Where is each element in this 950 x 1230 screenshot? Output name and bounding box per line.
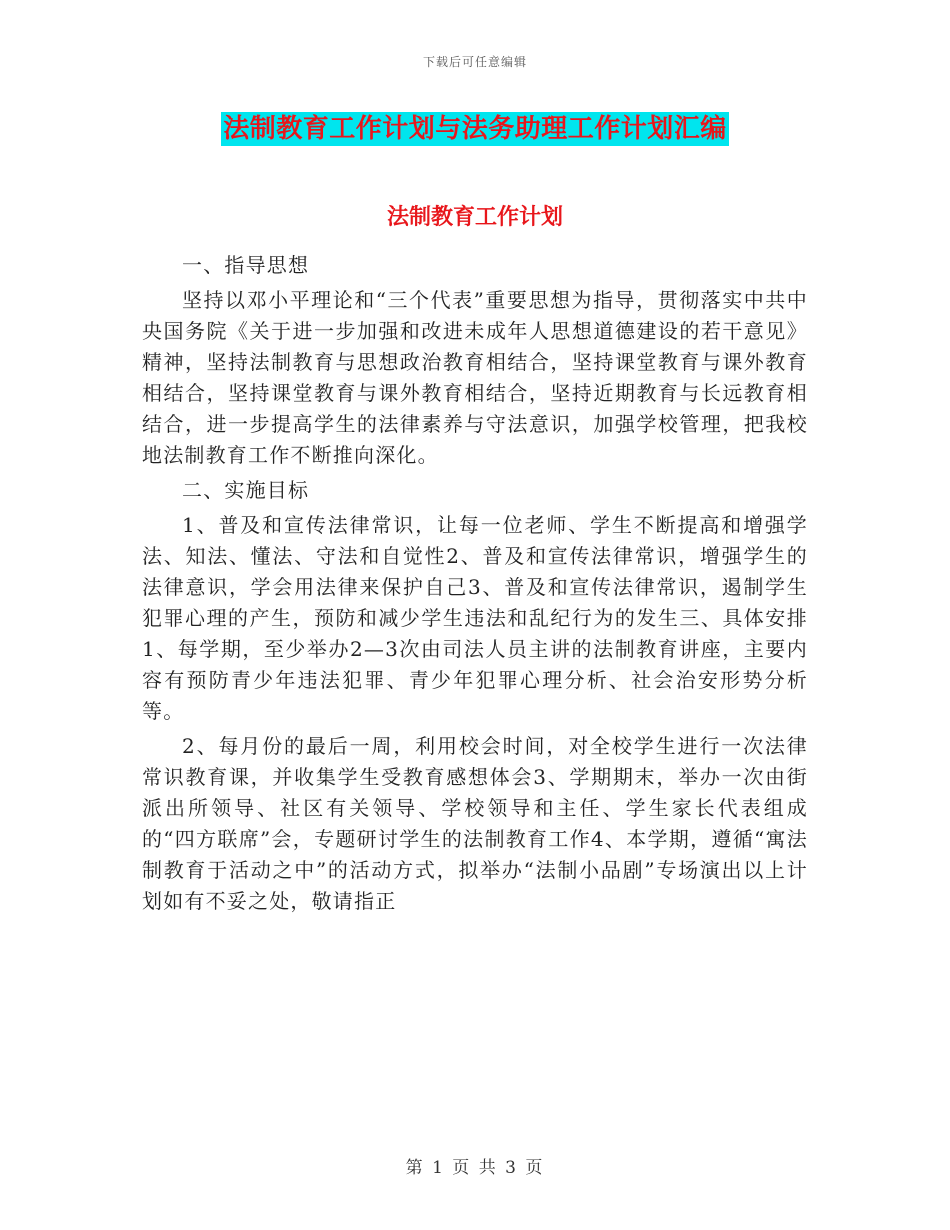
heading-guiding-ideology: 一、指导思想: [182, 253, 310, 277]
paragraph-goals-and-arrangements: 1、普及和宣传法律常识，让每一位老师、学生不断提高和增强学法、知法、懂法、守法和自觉性2、普及和宣传法律常识，增强学生的法律意识，学会用法律来保护自己3、普及和宣传法律常识，遏制学生犯罪心理的产生，预防和减少学生违法和乱纪行为的发生三、具体安排1、每学期，至少举办2—3次由司法人员主讲的法制教育讲座，主要内容有预防青少年违法犯罪、青少年犯罪心理分析、社会治安形势分析等。: [142, 513, 808, 723]
heading-implementation-goals: 二、实施目标: [182, 478, 310, 502]
document-body: [142, 250, 808, 921]
paragraph-guiding-ideology: 坚持以邓小平理论和“三个代表”重要思想为指导，贯彻落实中共中央国务院《关于进一步加强和改进未成年人思想道德建设的若干意见》精神，坚持法制教育与思想政治教育相结合，坚持课堂教育与课外教育相结合，坚持课堂教育与课外教育相结合，坚持近期教育与长远教育相结合，进一步提高学生的法律素养与守法意识，加强学校管理，把我校地法制教育工作不断推向深化。: [142, 288, 808, 467]
paragraph-monthly-activities: 2、每月份的最后一周，利用校会时间，对全校学生进行一次法律常识教育课，并收集学生受教育感想体会3、学期期末，举办一次由街派出所领导、社区有关领导、学校领导和主任、学生家长代表组成的“四方联席”会，专题研讨学生的法制教育工作4、本学期，遵循“寓法制教育于活动之中”的活动方式，拟举办“法制小品剧”专场演出以上计划如有不妥之处，敬请指正: [142, 734, 808, 913]
document-title-container: [0, 112, 950, 146]
page-number: 第 1 页 共 3 页: [405, 1158, 545, 1178]
document-title: 法制教育工作计划与法务助理工作计划汇编: [223, 114, 727, 144]
section-title: 法制教育工作计划: [386, 204, 563, 230]
page-header-note: 下载后可任意编辑: [422, 55, 527, 69]
